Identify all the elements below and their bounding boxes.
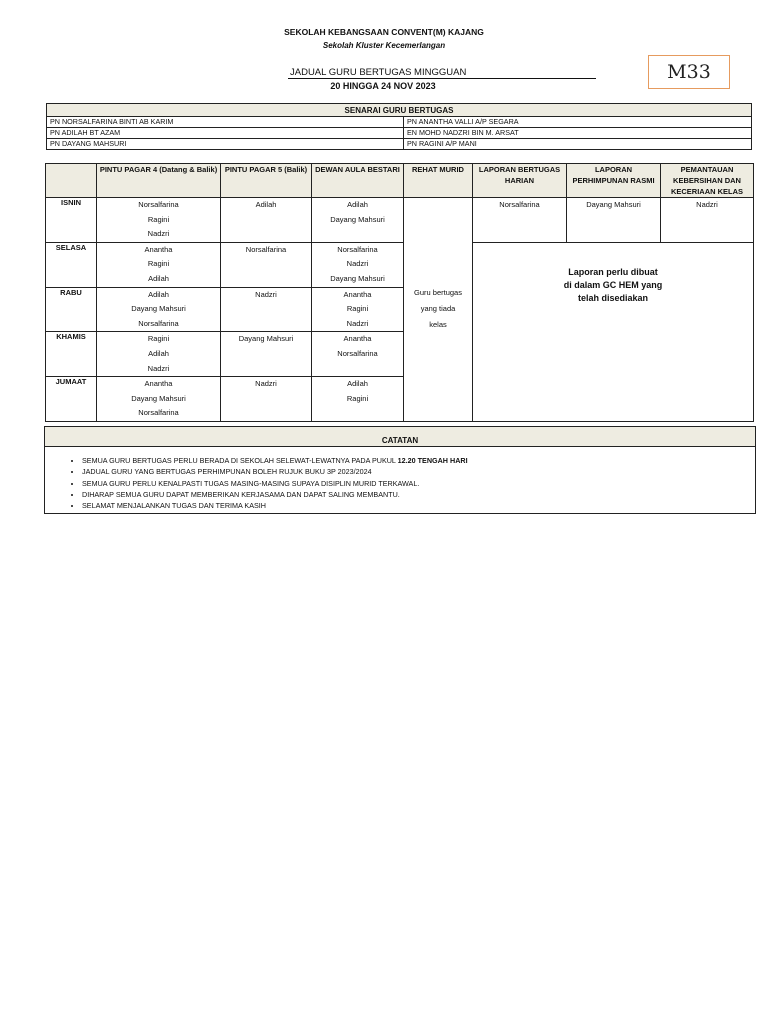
schedule-title-text: JADUAL GURU BERTUGAS MINGGUAN bbox=[290, 67, 467, 78]
pagar4-cell: Norsalfarina Ragini Nadzri bbox=[97, 198, 221, 243]
notes-table bbox=[44, 426, 756, 514]
day-label: SELASA bbox=[46, 242, 97, 287]
day-label: JUMAAT bbox=[46, 377, 97, 422]
list-item: • SEMUA GURU BERTUGAS PERLU BERADA DI SEKOLAH SELEWAT-LEWATNYA PADA PUKUL 12.20 TENGAH HARI bbox=[82, 455, 755, 466]
header-rehat-murid: REHAT MURID bbox=[404, 164, 473, 198]
schedule-dates: 20 HINGGA 24 NOV 2023 bbox=[330, 81, 436, 91]
schedule-title bbox=[288, 68, 596, 79]
day-label: ISNIN bbox=[46, 198, 97, 243]
report-note-cell: Laporan perlu dibuat di dalam GC HEM yang telah disediakan bbox=[473, 242, 754, 421]
laporan-perhimpunan-cell: Dayang Mahsuri bbox=[567, 198, 661, 243]
dewan-cell: Adilah Ragini bbox=[312, 377, 404, 422]
document-code: M33 bbox=[648, 55, 730, 89]
notes-heading: CATATAN bbox=[45, 427, 756, 447]
day-label: RABU bbox=[46, 287, 97, 332]
school-name: SEKOLAH KEBANGSAAN CONVENT(M) KAJANG bbox=[284, 27, 484, 37]
header-dewan-aula: DEWAN AULA BESTARI bbox=[312, 164, 404, 198]
header-laporan-perhimpunan: LAPORAN PERHIMPUNAN RASMI bbox=[567, 164, 661, 198]
table-row bbox=[47, 139, 752, 150]
roster-cell: PN ADILAH BT AZAM bbox=[47, 128, 404, 139]
header-pintu-pagar-5: PINTU PAGAR 5 (Balik) bbox=[221, 164, 312, 198]
header-pemantauan: PEMANTAUAN KEBERSIHAN DAN KECERIAAN KELAS bbox=[661, 164, 754, 198]
dewan-cell: Anantha Norsalfarina bbox=[312, 332, 404, 377]
dewan-cell: Adilah Dayang Mahsuri bbox=[312, 198, 404, 243]
roster-cell: EN MOHD NADZRI BIN M. ARSAT bbox=[404, 128, 752, 139]
dewan-cell: Anantha Ragini Nadzri bbox=[312, 287, 404, 332]
roster-cell: PN DAYANG MAHSURI bbox=[47, 139, 404, 150]
list-item: • JADUAL GURU YANG BERTUGAS PERHIMPUNAN BOLEH RUJUK BUKU 3P 2023/2024 bbox=[82, 466, 755, 477]
header-day bbox=[46, 164, 97, 198]
roster-cell: PN RAGINI A/P MANI bbox=[404, 139, 752, 150]
table-row bbox=[47, 117, 752, 128]
pagar4-cell: Anantha Ragini Adilah bbox=[97, 242, 221, 287]
header-laporan-harian: LAPORAN BERTUGAS HARIAN bbox=[473, 164, 567, 198]
weekly-duty-table bbox=[45, 163, 754, 422]
pagar5-cell: Dayang Mahsuri bbox=[221, 332, 312, 377]
day-label: KHAMIS bbox=[46, 332, 97, 377]
notes-list bbox=[45, 455, 755, 511]
school-subtitle: Sekolah Kluster Kecemerlangan bbox=[322, 41, 446, 50]
pagar4-cell: Ragini Adilah Nadzri bbox=[97, 332, 221, 377]
notes-body bbox=[45, 447, 756, 514]
header-pintu-pagar-4: PINTU PAGAR 4 (Datang & Balik) bbox=[97, 164, 221, 198]
pagar5-cell: Adilah bbox=[221, 198, 312, 243]
pagar5-cell: Nadzri bbox=[221, 377, 312, 422]
dewan-cell: Norsalfarina Nadzri Dayang Mahsuri bbox=[312, 242, 404, 287]
roster-cell: PN NORSALFARINA BINTI AB KARIM bbox=[47, 117, 404, 128]
list-item: • SELAMAT MENJALANKAN TUGAS DAN TERIMA KASIH bbox=[82, 500, 755, 511]
teacher-roster-table bbox=[46, 103, 752, 150]
table-row bbox=[47, 128, 752, 139]
rehat-murid-cell: Guru bertugas yang tiada kelas bbox=[404, 198, 473, 422]
list-item: • DIHARAP SEMUA GURU DAPAT MEMBERIKAN KERJASAMA DAN DAPAT SALING MEMBANTU. bbox=[82, 489, 755, 500]
day-row-selasa bbox=[46, 242, 754, 287]
day-row-isnin bbox=[46, 198, 754, 243]
roster-cell: PN ANANTHA VALLI A/P SEGARA bbox=[404, 117, 752, 128]
pagar5-cell: Nadzri bbox=[221, 287, 312, 332]
pemantauan-cell: Nadzri bbox=[661, 198, 754, 243]
pagar4-cell: Adilah Dayang Mahsuri Norsalfarina bbox=[97, 287, 221, 332]
pagar4-cell: Anantha Dayang Mahsuri Norsalfarina bbox=[97, 377, 221, 422]
pagar5-cell: Norsalfarina bbox=[221, 242, 312, 287]
list-item: • SEMUA GURU PERLU KENALPASTI TUGAS MASING-MASING SUPAYA DISIPLIN MURID TERKAWAL. bbox=[82, 478, 755, 489]
laporan-harian-cell: Norsalfarina bbox=[473, 198, 567, 243]
duty-header-row bbox=[46, 164, 754, 198]
roster-heading: SENARAI GURU BERTUGAS bbox=[47, 104, 752, 117]
